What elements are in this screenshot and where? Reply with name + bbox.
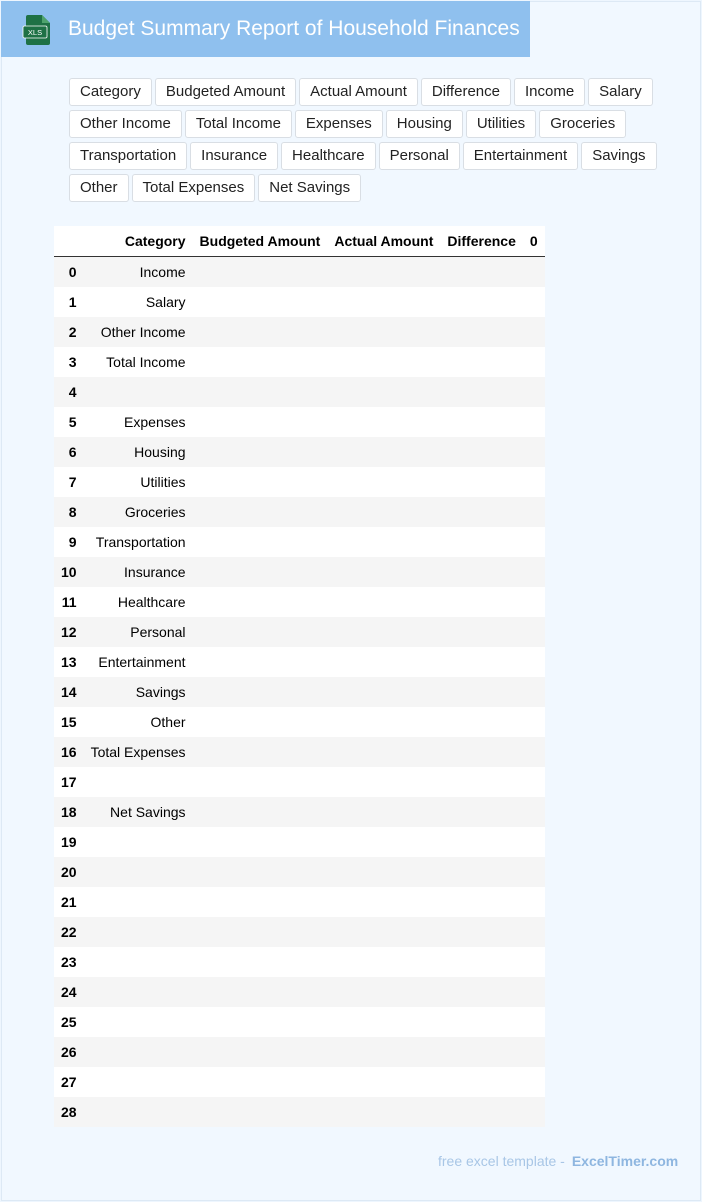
- xls-file-icon: [22, 14, 52, 46]
- empty-cell: [193, 917, 328, 947]
- table-row: [54, 467, 545, 497]
- category-cell: [84, 977, 193, 1007]
- empty-cell: [193, 377, 328, 407]
- empty-cell: [523, 647, 545, 677]
- empty-cell: [523, 347, 545, 377]
- column-tag[interactable]: Actual Amount: [299, 78, 418, 106]
- empty-cell: [327, 677, 440, 707]
- column-tag[interactable]: Groceries: [539, 110, 626, 138]
- empty-cell: [327, 257, 440, 288]
- empty-cell: [523, 947, 545, 977]
- empty-cell: [440, 857, 522, 887]
- empty-cell: [327, 767, 440, 797]
- category-cell: Insurance: [84, 557, 193, 587]
- empty-cell: [193, 857, 328, 887]
- empty-cell: [440, 917, 522, 947]
- empty-cell: [193, 437, 328, 467]
- empty-cell: [523, 437, 545, 467]
- table-row: [54, 917, 545, 947]
- empty-cell: [327, 1097, 440, 1127]
- empty-cell: [327, 617, 440, 647]
- footer-brand-link[interactable]: ExcelTimer.com: [571, 1153, 679, 1169]
- column-tag[interactable]: Budgeted Amount: [155, 78, 296, 106]
- category-cell: Net Savings: [84, 797, 193, 827]
- empty-cell: [193, 1007, 328, 1037]
- row-index: 3: [54, 347, 84, 377]
- column-tag[interactable]: Expenses: [295, 110, 383, 138]
- row-index: 1: [54, 287, 84, 317]
- row-index: 9: [54, 527, 84, 557]
- page-title: Budget Summary Report of Household Finances: [68, 17, 520, 40]
- category-cell: [84, 767, 193, 797]
- empty-cell: [523, 917, 545, 947]
- empty-cell: [440, 317, 522, 347]
- empty-cell: [327, 977, 440, 1007]
- empty-cell: [440, 497, 522, 527]
- category-cell: Salary: [84, 287, 193, 317]
- empty-cell: [523, 527, 545, 557]
- empty-cell: [327, 737, 440, 767]
- row-index: 23: [54, 947, 84, 977]
- table-row: [54, 797, 545, 827]
- row-index: 16: [54, 737, 84, 767]
- table-row: [54, 887, 545, 917]
- table-row: [54, 677, 545, 707]
- xls-icon-label: XLS: [27, 28, 43, 37]
- empty-cell: [327, 557, 440, 587]
- column-tag[interactable]: Utilities: [466, 110, 536, 138]
- data-table-container: [61, 226, 540, 1127]
- empty-cell: [440, 617, 522, 647]
- empty-cell: [327, 317, 440, 347]
- empty-cell: [193, 737, 328, 767]
- row-index: 8: [54, 497, 84, 527]
- empty-cell: [523, 377, 545, 407]
- table-row: [54, 527, 545, 557]
- empty-cell: [440, 887, 522, 917]
- column-header: Actual Amount: [327, 226, 440, 257]
- empty-cell: [440, 737, 522, 767]
- category-cell: Other Income: [84, 317, 193, 347]
- empty-cell: [193, 1097, 328, 1127]
- row-index: 0: [54, 257, 84, 288]
- empty-cell: [523, 317, 545, 347]
- row-index: 15: [54, 707, 84, 737]
- row-index: 2: [54, 317, 84, 347]
- empty-cell: [193, 1067, 328, 1097]
- empty-cell: [440, 557, 522, 587]
- category-cell: Other: [84, 707, 193, 737]
- category-cell: [84, 1097, 193, 1127]
- column-header: 0: [523, 226, 545, 257]
- empty-cell: [327, 377, 440, 407]
- row-index: 26: [54, 1037, 84, 1067]
- empty-cell: [440, 1007, 522, 1037]
- row-index: 11: [54, 587, 84, 617]
- empty-cell: [327, 707, 440, 737]
- category-cell: Expenses: [84, 407, 193, 437]
- category-cell: [84, 917, 193, 947]
- table-row: [54, 1097, 545, 1127]
- empty-cell: [523, 1037, 545, 1067]
- empty-cell: [440, 1097, 522, 1127]
- empty-cell: [327, 827, 440, 857]
- empty-cell: [523, 767, 545, 797]
- empty-cell: [193, 557, 328, 587]
- empty-cell: [193, 647, 328, 677]
- empty-cell: [440, 527, 522, 557]
- column-tag[interactable]: Total Income: [185, 110, 292, 138]
- empty-cell: [523, 707, 545, 737]
- column-tag[interactable]: Other Income: [69, 110, 182, 138]
- table-row: [54, 857, 545, 887]
- empty-cell: [523, 1067, 545, 1097]
- empty-cell: [440, 347, 522, 377]
- category-cell: [84, 377, 193, 407]
- table-body: [54, 257, 545, 1128]
- column-tag[interactable]: Salary: [588, 78, 653, 106]
- column-header: Category: [84, 226, 193, 257]
- empty-cell: [193, 767, 328, 797]
- category-cell: [84, 947, 193, 977]
- table-row: [54, 977, 545, 1007]
- empty-cell: [440, 437, 522, 467]
- category-cell: Total Expenses: [84, 737, 193, 767]
- empty-cell: [327, 857, 440, 887]
- column-tag[interactable]: Personal: [379, 142, 460, 170]
- category-cell: Savings: [84, 677, 193, 707]
- row-index: 25: [54, 1007, 84, 1037]
- empty-cell: [440, 947, 522, 977]
- table-row: [54, 557, 545, 587]
- empty-cell: [440, 827, 522, 857]
- empty-cell: [327, 647, 440, 677]
- column-tag[interactable]: Healthcare: [281, 142, 376, 170]
- empty-cell: [193, 1037, 328, 1067]
- category-cell: Personal: [84, 617, 193, 647]
- empty-cell: [193, 317, 328, 347]
- empty-cell: [523, 1007, 545, 1037]
- empty-cell: [327, 1037, 440, 1067]
- empty-cell: [440, 467, 522, 497]
- empty-cell: [523, 287, 545, 317]
- category-cell: Entertainment: [84, 647, 193, 677]
- category-cell: Income: [84, 257, 193, 288]
- row-index: 22: [54, 917, 84, 947]
- column-tag[interactable]: Other: [69, 174, 129, 202]
- empty-cell: [523, 617, 545, 647]
- empty-cell: [440, 377, 522, 407]
- column-tag[interactable]: Income: [514, 78, 585, 106]
- column-tag[interactable]: Savings: [581, 142, 656, 170]
- row-index: 4: [54, 377, 84, 407]
- empty-cell: [193, 497, 328, 527]
- table-row: [54, 1067, 545, 1097]
- empty-cell: [193, 617, 328, 647]
- empty-cell: [523, 887, 545, 917]
- category-cell: Healthcare: [84, 587, 193, 617]
- empty-cell: [440, 977, 522, 1007]
- table-row: [54, 437, 545, 467]
- column-tag[interactable]: Net Savings: [258, 174, 361, 202]
- empty-cell: [193, 347, 328, 377]
- empty-cell: [193, 287, 328, 317]
- category-cell: [84, 887, 193, 917]
- table-row: [54, 497, 545, 527]
- column-tag[interactable]: Category: [69, 78, 152, 106]
- empty-cell: [523, 977, 545, 1007]
- empty-cell: [523, 587, 545, 617]
- empty-cell: [440, 407, 522, 437]
- empty-cell: [440, 1037, 522, 1067]
- table-row: [54, 737, 545, 767]
- category-cell: [84, 1007, 193, 1037]
- category-cell: [84, 1037, 193, 1067]
- empty-cell: [327, 947, 440, 977]
- row-index: 7: [54, 467, 84, 497]
- empty-cell: [440, 587, 522, 617]
- row-index: 17: [54, 767, 84, 797]
- empty-cell: [523, 827, 545, 857]
- empty-cell: [193, 467, 328, 497]
- column-tag[interactable]: Housing: [386, 110, 463, 138]
- column-tag[interactable]: Entertainment: [463, 142, 578, 170]
- empty-cell: [440, 257, 522, 288]
- row-index: 28: [54, 1097, 84, 1127]
- empty-cell: [327, 407, 440, 437]
- empty-cell: [523, 737, 545, 767]
- table-row: [54, 317, 545, 347]
- row-index: 24: [54, 977, 84, 1007]
- empty-cell: [327, 527, 440, 557]
- empty-cell: [193, 527, 328, 557]
- category-cell: Total Income: [84, 347, 193, 377]
- table-row: [54, 1037, 545, 1067]
- table-row: [54, 377, 545, 407]
- table-row: [54, 587, 545, 617]
- empty-cell: [440, 767, 522, 797]
- empty-cell: [523, 1097, 545, 1127]
- empty-cell: [327, 1007, 440, 1037]
- empty-cell: [523, 557, 545, 587]
- empty-cell: [193, 407, 328, 437]
- empty-cell: [327, 287, 440, 317]
- empty-cell: [193, 977, 328, 1007]
- column-tag[interactable]: Insurance: [190, 142, 278, 170]
- empty-cell: [193, 707, 328, 737]
- empty-cell: [440, 677, 522, 707]
- empty-cell: [523, 257, 545, 288]
- row-index: 13: [54, 647, 84, 677]
- empty-cell: [523, 497, 545, 527]
- empty-cell: [327, 437, 440, 467]
- column-tag[interactable]: Transportation: [69, 142, 187, 170]
- empty-cell: [523, 677, 545, 707]
- empty-cell: [327, 1067, 440, 1097]
- header-bar: [1, 1, 530, 57]
- row-index: 18: [54, 797, 84, 827]
- table-row: [54, 257, 545, 288]
- category-cell: Groceries: [84, 497, 193, 527]
- empty-cell: [327, 497, 440, 527]
- empty-cell: [327, 467, 440, 497]
- empty-cell: [193, 887, 328, 917]
- table-row: [54, 1007, 545, 1037]
- category-cell: [84, 827, 193, 857]
- table-row: [54, 827, 545, 857]
- empty-cell: [523, 857, 545, 887]
- category-cell: [84, 1067, 193, 1097]
- empty-cell: [523, 797, 545, 827]
- row-index: 21: [54, 887, 84, 917]
- row-index: 19: [54, 827, 84, 857]
- empty-cell: [193, 587, 328, 617]
- table-header-row: [54, 226, 545, 257]
- table-row: [54, 647, 545, 677]
- empty-cell: [193, 947, 328, 977]
- table-row: [54, 947, 545, 977]
- empty-cell: [327, 587, 440, 617]
- empty-cell: [440, 797, 522, 827]
- table-row: [54, 407, 545, 437]
- table-row: [54, 347, 545, 377]
- row-index: 5: [54, 407, 84, 437]
- category-cell: Housing: [84, 437, 193, 467]
- empty-cell: [327, 917, 440, 947]
- category-cell: Transportation: [84, 527, 193, 557]
- row-index: 14: [54, 677, 84, 707]
- empty-cell: [193, 257, 328, 288]
- empty-cell: [523, 407, 545, 437]
- table-row: [54, 617, 545, 647]
- empty-cell: [440, 287, 522, 317]
- row-index: 20: [54, 857, 84, 887]
- column-header: Budgeted Amount: [193, 226, 328, 257]
- column-tag[interactable]: Total Expenses: [132, 174, 256, 202]
- table-row: [54, 767, 545, 797]
- empty-cell: [193, 797, 328, 827]
- empty-cell: [193, 677, 328, 707]
- empty-cell: [327, 797, 440, 827]
- row-index: 10: [54, 557, 84, 587]
- category-cell: [84, 857, 193, 887]
- row-index: 27: [54, 1067, 84, 1097]
- empty-cell: [440, 1067, 522, 1097]
- empty-cell: [193, 827, 328, 857]
- category-cell: Utilities: [84, 467, 193, 497]
- column-tag-list: [69, 78, 669, 202]
- empty-cell: [327, 347, 440, 377]
- data-table: [54, 226, 545, 1127]
- table-row: [54, 707, 545, 737]
- row-index: 6: [54, 437, 84, 467]
- row-index: 12: [54, 617, 84, 647]
- empty-cell: [440, 707, 522, 737]
- footer-text: free excel template -: [438, 1153, 565, 1169]
- column-tag[interactable]: Difference: [421, 78, 511, 106]
- column-header: Difference: [440, 226, 522, 257]
- table-row: [54, 287, 545, 317]
- empty-cell: [327, 887, 440, 917]
- column-header: [54, 226, 84, 257]
- footer: [438, 1153, 678, 1169]
- empty-cell: [440, 647, 522, 677]
- empty-cell: [523, 467, 545, 497]
